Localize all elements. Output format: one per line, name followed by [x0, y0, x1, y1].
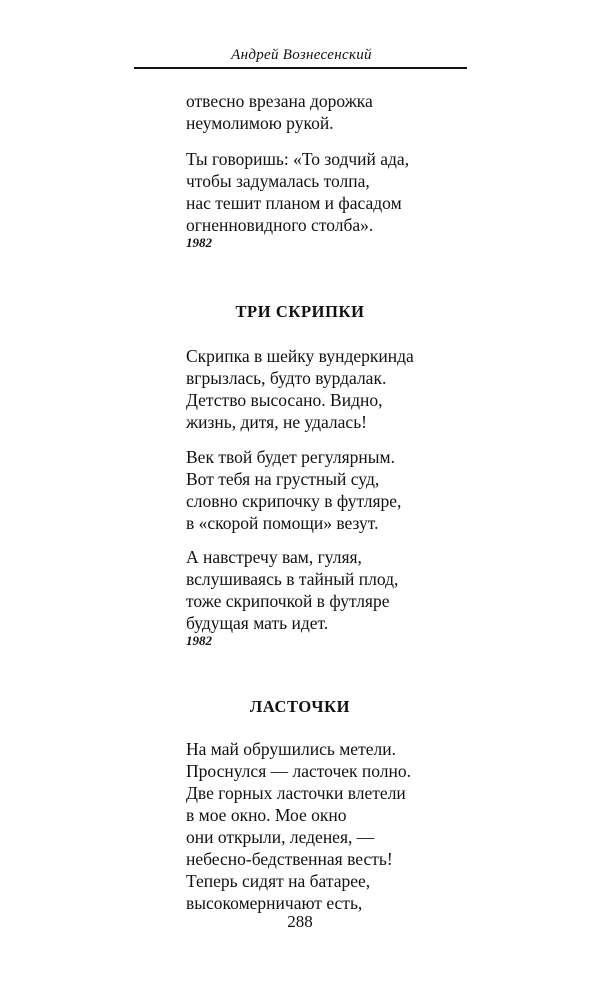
verse-line: вгрызлась, будто вурдалак.: [186, 368, 387, 388]
poem-title: ТРИ СКРИПКИ: [235, 302, 365, 321]
verse-line: будущая мать идет.: [186, 613, 329, 633]
verse-line: нас тешит планом и фасадом: [186, 193, 402, 213]
verse-line: Детство высосано. Видно,: [186, 390, 383, 410]
verse-line: огненновидного столба».: [186, 215, 374, 235]
verse-line: в мое окно. Мое окно: [186, 805, 347, 825]
verse-line: Проснулся — ласточек полно.: [186, 761, 412, 781]
poem-year: 1982: [186, 235, 212, 250]
page-number: 288: [287, 912, 313, 931]
verse-line: Две горных ласточки влетели: [186, 783, 406, 803]
verse-line: тоже скрипочкой в футляре: [186, 591, 390, 611]
verse-line: А навстречу вам, гуляя,: [186, 547, 362, 567]
verse-line: высокомерничают есть,: [186, 893, 363, 913]
verse-line: неумолимою рукой.: [186, 113, 334, 133]
verse-line: На май обрушились метели.: [186, 739, 396, 759]
verse-line: в «скорой помощи» везут.: [186, 513, 379, 533]
poem-year: 1982: [186, 633, 212, 648]
verse-line: они открыли, леденея, —: [186, 827, 375, 847]
verse-line: Вот тебя на грустный суд,: [186, 469, 380, 489]
running-head: Андрей Вознесенский: [231, 47, 372, 63]
header-rule: [134, 67, 467, 69]
verse-line: Ты говоришь: «То зодчий ада,: [186, 149, 410, 169]
verse-line: Скрипка в шейку вундеркинда: [186, 346, 414, 366]
verse-line: Век твой будет регулярным.: [186, 447, 395, 467]
verse-line: чтобы задумалась толпа,: [186, 171, 370, 191]
verse-line: вслушиваясь в тайный плод,: [186, 569, 399, 589]
verse-line: отвесно врезана дорожка: [186, 91, 373, 111]
verse-line: словно скрипочку в футляре,: [186, 491, 402, 511]
verse-line: жизнь, дитя, не удалась!: [186, 412, 368, 432]
verse-line: небесно-бедственная весть!: [186, 849, 393, 869]
verse-line: Теперь сидят на батарее,: [186, 871, 371, 891]
poem-title: ЛАСТОЧКИ: [249, 697, 351, 716]
